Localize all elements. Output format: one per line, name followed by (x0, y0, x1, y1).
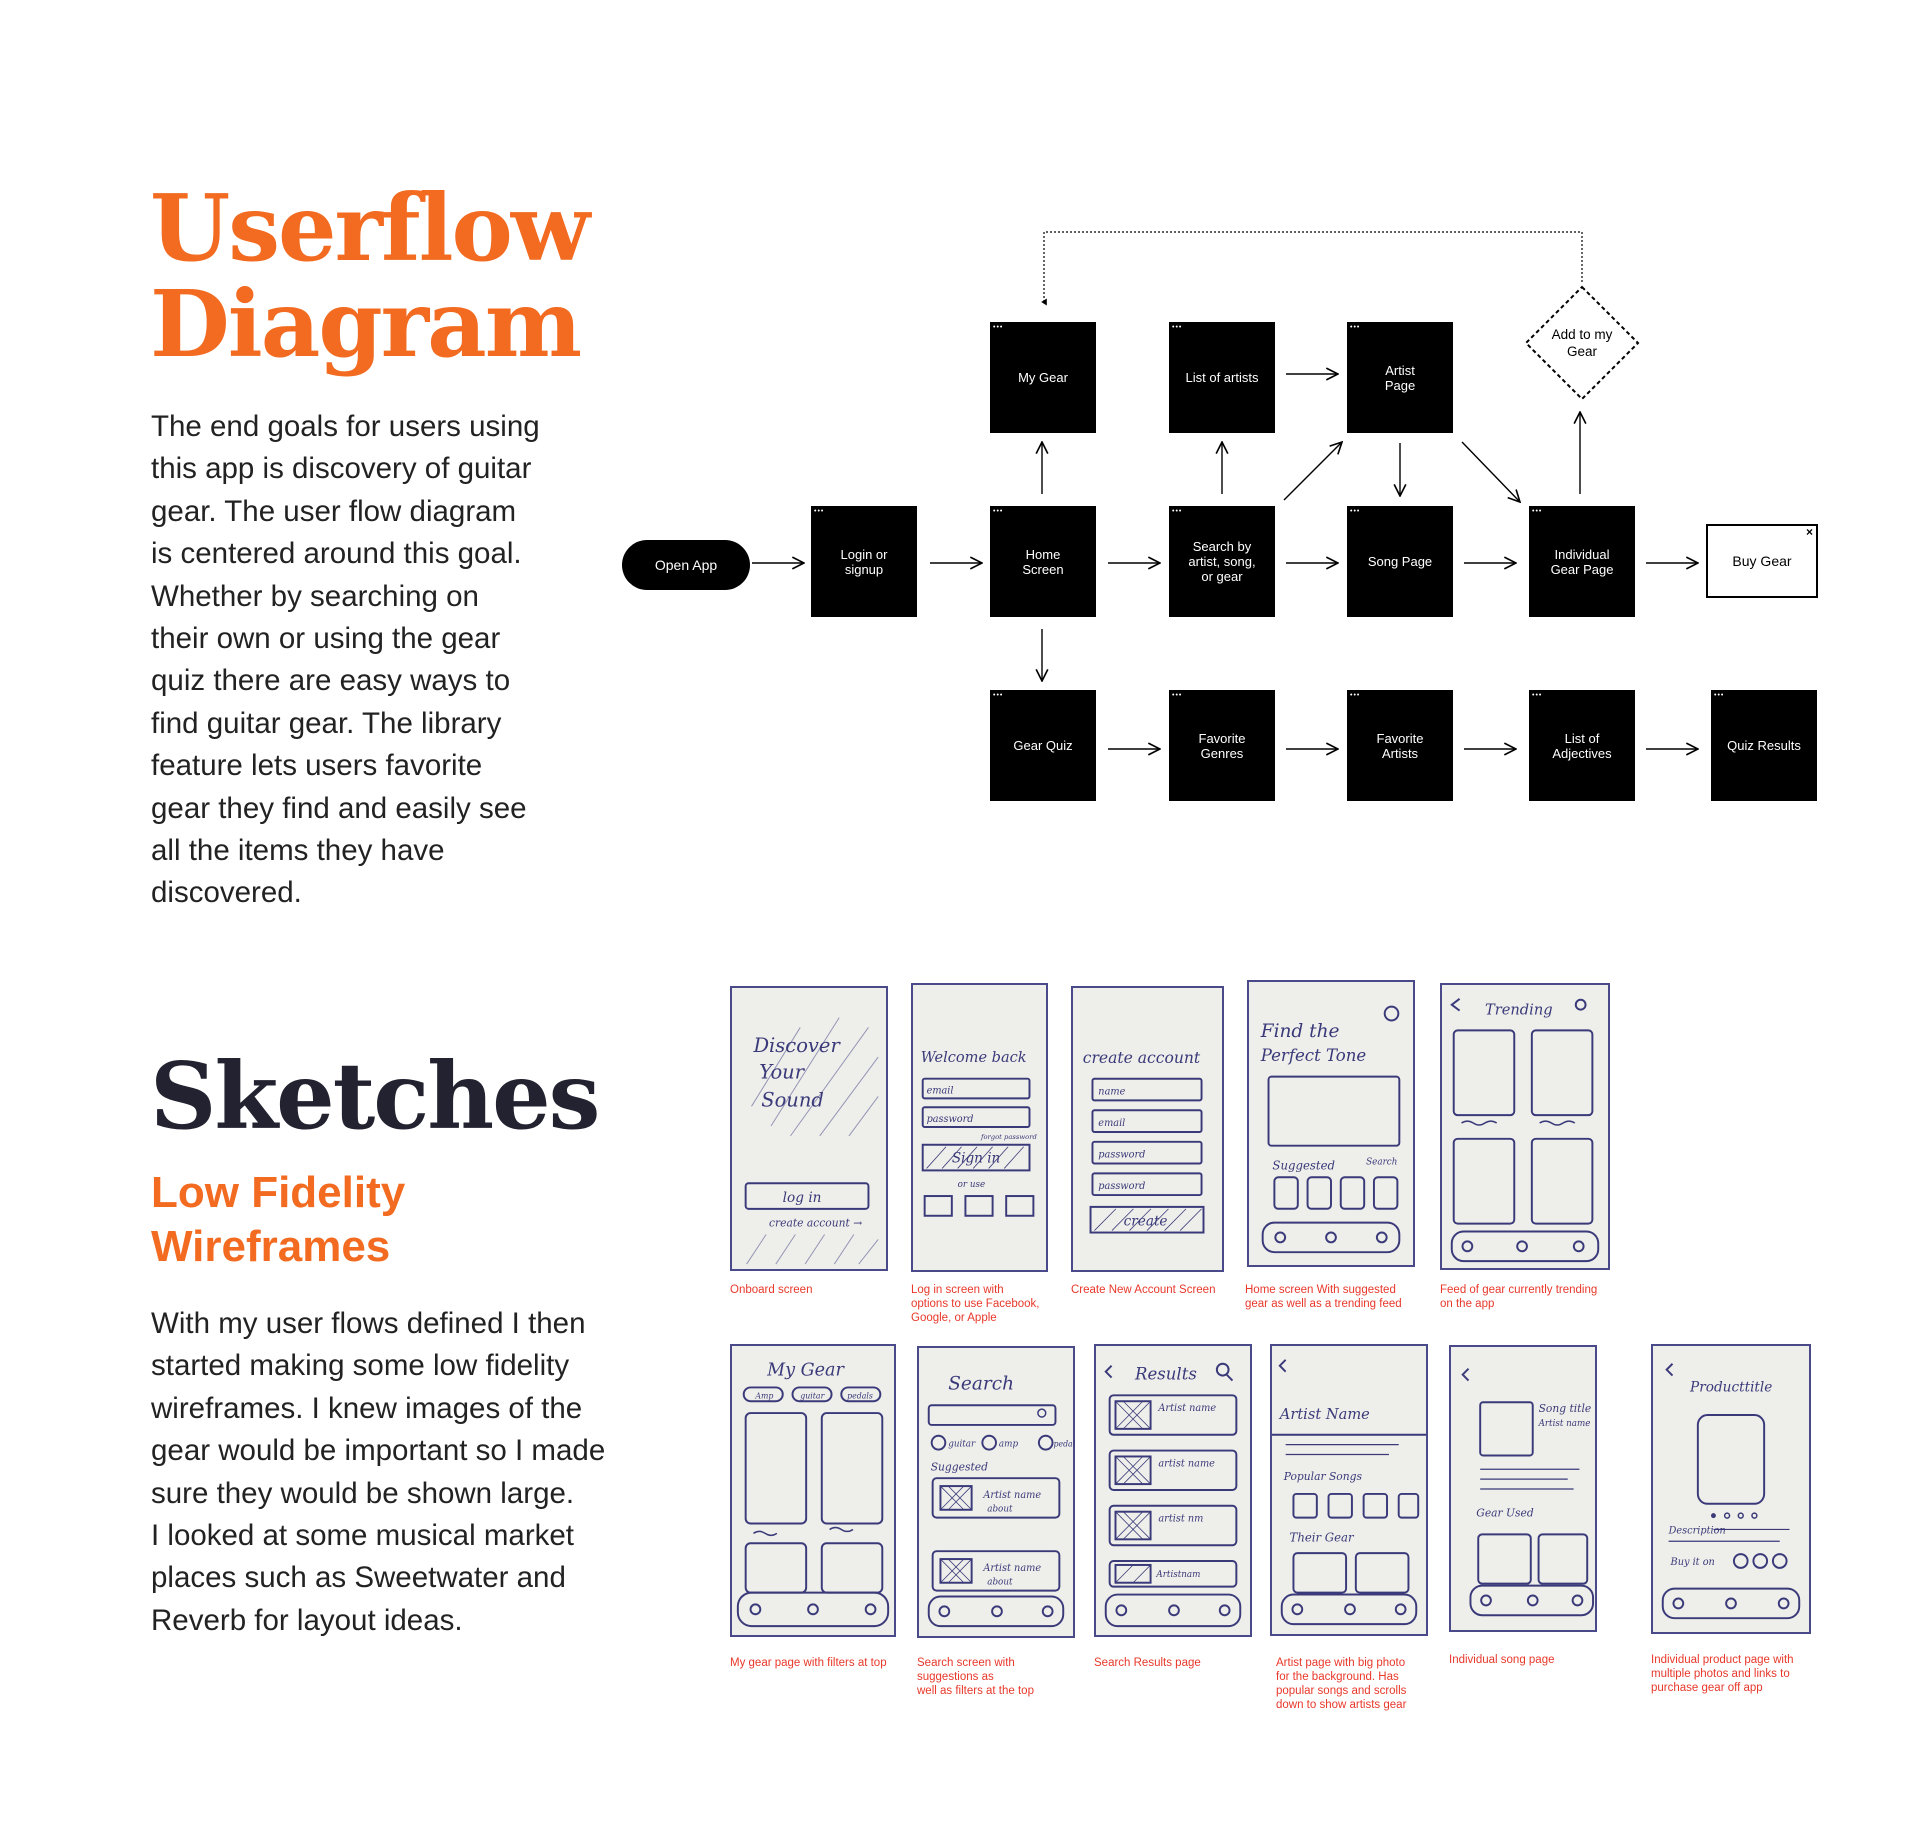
svg-text:Search: Search (1366, 1157, 1398, 1168)
sketch-login (911, 983, 1048, 1272)
svg-text:Your: Your (759, 1060, 805, 1084)
svg-text:create: create (1123, 1213, 1168, 1230)
sketch-home (1247, 980, 1415, 1267)
caption-product-page: Individual product page with multiple photos and links to purchase gear off app (1651, 1654, 1794, 1694)
node-gear-quiz: ••• Gear Quiz (990, 690, 1096, 801)
svg-text:log in: log in (782, 1189, 822, 1206)
svg-text:guitar: guitar (800, 1391, 825, 1401)
node-login: ••• Login or signup (811, 506, 917, 617)
caption-song-page: Individual song page (1449, 1654, 1555, 1666)
userflow-title-line1: Userflow (150, 174, 589, 282)
svg-text:or use: or use (957, 1180, 986, 1191)
svg-text:guitar: guitar (948, 1439, 976, 1450)
sketch-create-account (1071, 986, 1224, 1272)
svg-text:My Gear: My Gear (767, 1360, 844, 1381)
svg-text:Gear Used: Gear Used (1476, 1506, 1534, 1520)
userflow-title-line2: Diagram (150, 270, 581, 378)
svg-text:Discover: Discover (753, 1033, 840, 1058)
svg-text:Welcome back: Welcome back (920, 1048, 1027, 1066)
svg-text:amp: amp (998, 1439, 1019, 1450)
svg-text:email: email (1098, 1117, 1126, 1130)
svg-text:Artist name: Artist name (983, 1562, 1042, 1574)
caption-create-account: Create New Account Screen (1071, 1284, 1216, 1296)
sketches-subtitle-line1: Low Fidelity (151, 1168, 406, 1217)
caption-artist-page: Artist page with big photo for the background. Has popular songs and scrolls down to show artists gear (1276, 1657, 1407, 1711)
node-open-app: Open App (622, 540, 750, 590)
node-list-of-artists: ••• List of artists (1169, 322, 1275, 433)
node-song-page: ••• Song Page (1347, 506, 1453, 617)
node-my-gear: ••• My Gear (990, 322, 1096, 433)
sketch-my-gear (730, 1344, 896, 1637)
caption-login: Log in screen with options to use Facebook, Google, or Apple (911, 1284, 1040, 1324)
sketch-trending (1440, 983, 1610, 1270)
svg-text:about: about (987, 1577, 1013, 1588)
svg-text:pedals: pedals (847, 1391, 873, 1401)
svg-text:about: about (987, 1504, 1013, 1515)
caption-search: Search screen with suggestions as well as filters at the top (917, 1657, 1034, 1697)
sketch-product-page (1651, 1344, 1811, 1634)
node-quiz-results: ••• Quiz Results (1711, 690, 1817, 801)
svg-text:artist name: artist name (1158, 1458, 1215, 1470)
svg-text:Sound: Sound (761, 1088, 824, 1112)
node-favorite-genres: ••• Favorite Genres (1169, 690, 1275, 801)
node-individual-gear: ••• Individual Gear Page (1529, 506, 1635, 617)
svg-text:forgot password: forgot password (980, 1132, 1037, 1141)
caption-home: Home screen With suggested gear as well as a trending feed (1245, 1284, 1402, 1310)
caption-search-results: Search Results page (1094, 1657, 1201, 1669)
svg-text:name: name (1098, 1086, 1126, 1098)
sketches-subtitle-line2: Wireframes (151, 1222, 391, 1271)
svg-text:email: email (926, 1085, 954, 1097)
userflow-paragraph: The end goals for users using this app is discovery of guitar gear. The user flow diagram is centered around this goal. Whether by searching on their own or using the gear quiz there are easy ways to find guitar gear. The library feature lets users favorite gear they find and easily see all the items they have discovered. (151, 410, 540, 910)
node-list-of-adjectives: ••• List of Adjectives (1529, 690, 1635, 801)
svg-text:Artistnam: Artistnam (1156, 1569, 1201, 1580)
svg-text:password: password (1098, 1181, 1146, 1193)
svg-text:artist nm: artist nm (1158, 1513, 1204, 1525)
svg-text:Find the: Find the (1260, 1021, 1340, 1043)
svg-text:Producttitle: Producttitle (1690, 1379, 1773, 1396)
svg-text:create account: create account (1082, 1047, 1201, 1067)
svg-text:Their Gear: Their Gear (1289, 1530, 1354, 1545)
svg-text:Trending: Trending (1484, 1001, 1553, 1019)
node-artist-page: ••• Artist Page (1347, 322, 1453, 433)
svg-text:Artist name: Artist name (1158, 1403, 1217, 1415)
svg-text:password: password (1098, 1149, 1146, 1161)
caption-trending: Feed of gear currently trending on the app (1440, 1284, 1598, 1310)
svg-text:Artist name: Artist name (983, 1489, 1042, 1501)
node-home: ••• Home Screen (990, 506, 1096, 617)
sketch-onboard (730, 986, 888, 1271)
node-buy-gear: × Buy Gear (1706, 524, 1818, 598)
svg-text:Suggested: Suggested (930, 1460, 988, 1474)
sketches-paragraph: With my user flows defined I then started making some low fidelity wireframes. I knew images of the gear would be important so I made sure they would be shown large. I looked at some musical market places such as Sweetwater and Reverb for layout ideas. (151, 1307, 606, 1637)
node-favorite-artists: ••• Favorite Artists (1347, 690, 1453, 801)
sketch-artist-page (1270, 1344, 1428, 1636)
sketch-search (917, 1346, 1075, 1638)
svg-text:Song title: Song title (1538, 1402, 1592, 1416)
svg-text:Search: Search (948, 1373, 1015, 1395)
svg-text:pedal: pedal (1053, 1439, 1076, 1449)
svg-text:create account →: create account → (769, 1216, 863, 1230)
svg-text:Amp: Amp (755, 1391, 774, 1401)
sketches-title: Sketches (150, 1042, 599, 1150)
svg-text:Description: Description (1668, 1525, 1726, 1537)
svg-text:Buy it on: Buy it on (1670, 1556, 1715, 1568)
sketch-search-results (1094, 1344, 1252, 1637)
svg-text:Artist name: Artist name (1538, 1418, 1591, 1429)
svg-text:Artist Name: Artist Name (1279, 1405, 1370, 1424)
svg-text:Suggested: Suggested (1272, 1158, 1336, 1173)
svg-text:Popular Songs: Popular Songs (1283, 1470, 1362, 1484)
svg-text:Sign in: Sign in (951, 1150, 1001, 1167)
node-search: ••• Search by artist, song, or gear (1169, 506, 1275, 617)
sketch-song-page (1449, 1345, 1597, 1632)
svg-text:Perfect Tone: Perfect Tone (1260, 1045, 1367, 1065)
caption-my-gear: My gear page with filters at top (730, 1657, 887, 1669)
node-add-to-my-gear: Add to my Gear (1551, 327, 1613, 359)
svg-text:password: password (926, 1114, 974, 1126)
caption-onboard: Onboard screen (730, 1284, 813, 1296)
svg-text:Results: Results (1134, 1364, 1197, 1384)
